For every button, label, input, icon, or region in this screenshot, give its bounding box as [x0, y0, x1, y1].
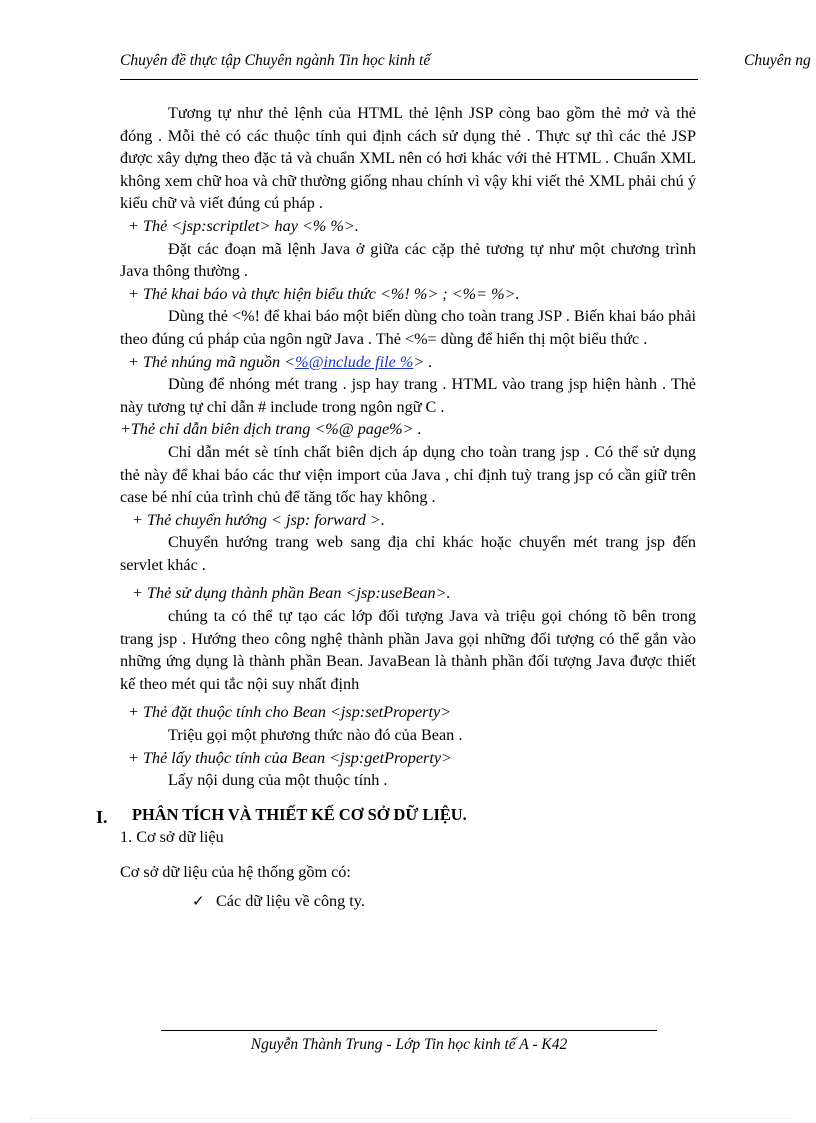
- paragraph-jsp-tags: Tương tự như thẻ lệnh của HTML thẻ lệnh JSP còng bao gồm thẻ mở và thẻ đóng . Mỗi thẻ có các thuộc tính qui định cách sử dụng thẻ . Thực sự thì các thẻ JSP được xây dựng theo đặc tả và chuẩn XML nên có hơi khác với thẻ HTML . Chuẩn XML không xem chữ hoa và chữ thường giống nhau chính vì vậy khi viết thẻ XML phải chú ý kiểu chữ và viết đúng cú pháp .: [120, 104, 696, 213]
- page-header: [120, 52, 816, 78]
- item-declaration-tag: + Thẻ khai báo và thực hiện biểu thức <%! %> ; <%= %>.: [128, 284, 520, 303]
- section-title: PHÂN TÍCH VÀ THIẾT KẾ CƠ SỞ DỮ LIỆU.: [132, 804, 467, 824]
- include-file-link[interactable]: %@include file %: [295, 352, 414, 371]
- item-forward-tag: + Thẻ chuyển hướng < jsp: forward >.: [132, 510, 385, 529]
- section-number: I.: [96, 806, 108, 827]
- page-boundary: [30, 1118, 790, 1119]
- paragraph-page-directive: Chỉ dẫn mét sè tính chất biên dịch áp dụng cho toàn trang jsp . Có thể sử dụng thẻ này để khai báo các thư viện import của Java , chỉ định tuỳ trang jsp có cần giữ trên case bé nhí của trình chủ để tăng tốc hay không .: [120, 442, 696, 507]
- item-scriptlet-tag: + Thẻ <jsp:scriptlet> hay <% %>.: [128, 216, 359, 235]
- item-page-directive: +Thẻ chỉ dẫn biên dịch trang <%@ page%> .: [120, 420, 422, 439]
- item-include-tag: [120, 351, 696, 374]
- paragraph-scriptlet: Đặt các đoạn mã lệnh Java ở giữa các cặp thẻ tương tự như một chương trình Java thông thường .: [120, 239, 696, 281]
- database-intro: Cơ sở dữ liệu của hệ thống gồm có:: [120, 863, 351, 881]
- paragraph-usebean: chúng ta có thể tự tạo các lớp đối tượng Java và triệu gọi chóng tõ bên trong trang jsp . Hướng theo công nghệ thành phần Java gọi những đối tượng có thể gắn vào những ứng dụng là thành phần Bean. JavaBean là thành phần đối tượng Java được thiết kế theo mét qui tắc nội suy nhất định: [120, 607, 696, 693]
- include-tag-prefix: + Thẻ nhúng mã nguồn <: [128, 352, 296, 371]
- section-heading: [96, 804, 696, 827]
- check-icon: ✓: [192, 891, 205, 910]
- paragraph-declaration: Dùng thẻ <%! để khai báo một biến dùng cho toàn trang JSP . Biến khai báo phải theo đúng cú pháp của ngôn ngữ Java . Thẻ <%= dùng để hiển thị một biểu thức .: [120, 307, 696, 348]
- paragraph-include: Dùng để nhóng mét trang . jsp hay trang . HTML vào trang jsp hiện hành . Thẻ này tương tự chỉ dẫn # include trong ngôn ngữ C .: [120, 375, 696, 416]
- checklist-item-label: Các dữ liệu về công ty.: [216, 891, 365, 910]
- document-body: [96, 102, 696, 912]
- header-divider: [120, 79, 698, 80]
- header-title-overflow: Chuyên ng: [744, 52, 811, 69]
- item-usebean-tag: + Thẻ sử dụng thành phần Bean <jsp:useBean>.: [132, 584, 451, 603]
- include-tag-suffix: > .: [413, 352, 433, 371]
- footer-divider: [161, 1030, 657, 1031]
- page-footer: Nguyễn Thành Trung - Lớp Tin học kinh tế A - K42: [250, 1036, 568, 1053]
- paragraph-setproperty: Triệu gọi một phương thức nào đó của Bean .: [168, 726, 463, 745]
- checklist-item: [120, 890, 696, 913]
- header-title: Chuyên đề thực tập Chuyên ngành Tin học kinh tế: [120, 52, 431, 69]
- item-setproperty-tag: + Thẻ đặt thuộc tính cho Bean <jsp:setProperty>: [128, 703, 452, 722]
- paragraph-getproperty: Lấy nội dung của một thuộc tính .: [168, 771, 388, 790]
- paragraph-forward: Chuyển hướng trang web sang địa chỉ khác hoặc chuyển mét trang jsp đến servlet khác .: [120, 533, 696, 574]
- item-getproperty-tag: + Thẻ lấy thuộc tính của Bean <jsp:getProperty>: [128, 748, 452, 767]
- subsection-title: 1. Cơ sở dữ liệu: [120, 828, 224, 847]
